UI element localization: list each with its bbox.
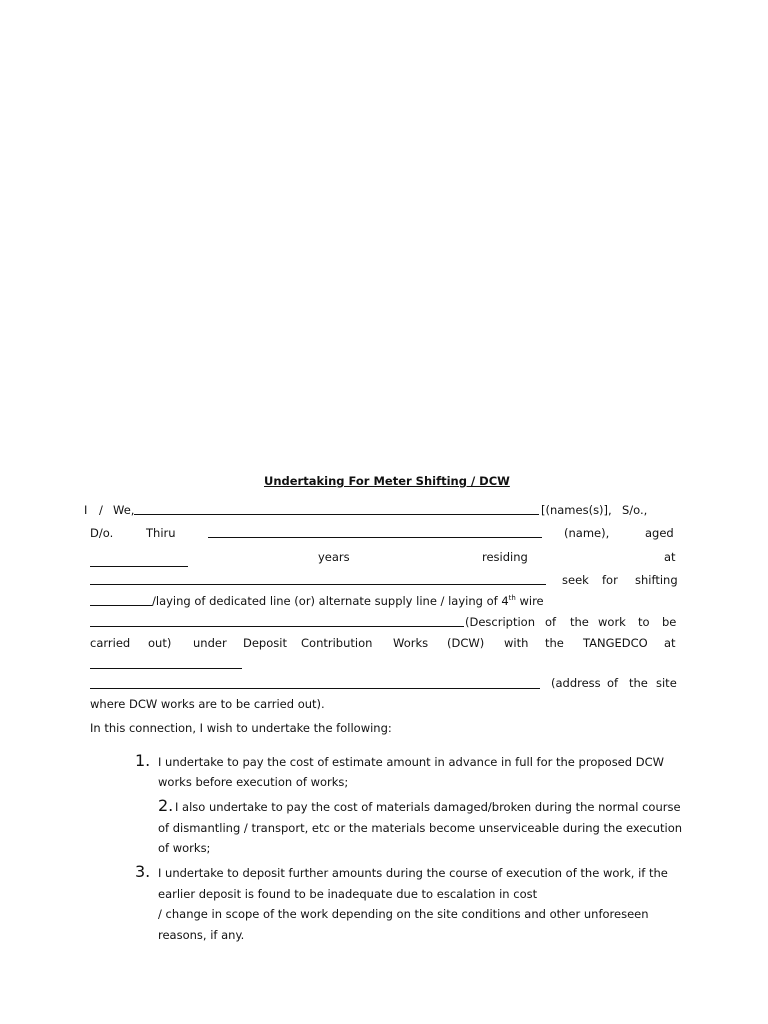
text-under: under bbox=[193, 636, 227, 650]
item-1-line-1: I undertake to pay the cost of estimate amount in advance in full for the proposed DCW bbox=[158, 755, 664, 769]
text-site: site bbox=[656, 676, 677, 690]
text-slash: / bbox=[99, 503, 103, 517]
text-residing: residing bbox=[482, 550, 528, 564]
residence-address-blank[interactable] bbox=[90, 584, 546, 585]
text-laying: /laying of dedicated line (or) alternate supply line / laying of 4 bbox=[152, 594, 509, 608]
item-3-line-1: I undertake to deposit further amounts during the course of execution of the work, if the bbox=[158, 866, 668, 880]
item-3-line-4: reasons, if any. bbox=[158, 928, 245, 942]
text-aged: aged bbox=[645, 526, 674, 540]
text-carried: carried bbox=[90, 636, 131, 650]
father-name-blank[interactable] bbox=[208, 537, 542, 538]
text-names-label: [(names(s)], bbox=[541, 503, 612, 517]
item-2-line-1: I also undertake to pay the cost of materials damaged/broken during the normal course bbox=[175, 800, 681, 814]
item-3-number: 3. bbox=[135, 862, 151, 881]
item-3-line-3: / change in scope of the work depending on the site conditions and other unforeseen bbox=[158, 907, 649, 921]
text-seek: seek bbox=[562, 573, 589, 587]
text-where-dcw: where DCW works are to be carried out). bbox=[90, 697, 325, 711]
text-description: (Description bbox=[465, 615, 535, 629]
text-do: D/o. bbox=[90, 526, 114, 540]
text-contribution: Contribution bbox=[301, 636, 373, 650]
document-title: Undertaking For Meter Shifting / DCW bbox=[264, 474, 510, 488]
text-i: I bbox=[84, 503, 88, 517]
text-to: to bbox=[638, 615, 650, 629]
item-2-number: 2. bbox=[158, 796, 174, 815]
text-with: with bbox=[504, 636, 529, 650]
text-work: work bbox=[598, 615, 626, 629]
text-years: years bbox=[318, 550, 350, 564]
site-address-blank[interactable] bbox=[90, 688, 540, 689]
text-th: th bbox=[508, 594, 516, 602]
names-blank[interactable] bbox=[134, 514, 539, 515]
text-the: the bbox=[570, 615, 589, 629]
text-at: at bbox=[664, 550, 676, 564]
text-at-2: at bbox=[664, 636, 676, 650]
text-deposit: Deposit bbox=[243, 636, 287, 650]
text-tangedco: TANGEDCO bbox=[583, 636, 648, 650]
item-1-line-2: works before execution of works; bbox=[158, 775, 349, 789]
text-works: Works bbox=[393, 636, 429, 650]
age-blank[interactable] bbox=[90, 566, 188, 567]
text-laying-line bbox=[152, 594, 544, 608]
text-so: S/o., bbox=[622, 503, 648, 517]
item-blank[interactable] bbox=[90, 605, 152, 606]
text-of: of bbox=[545, 615, 557, 629]
text-wire: wire bbox=[515, 594, 544, 608]
text-the-2: the bbox=[545, 636, 564, 650]
item-2-line-2: of dismantling / transport, etc or the materials become unserviceable during the execution bbox=[158, 821, 683, 835]
text-be: be bbox=[662, 615, 677, 629]
text-name-label: (name), bbox=[564, 526, 610, 540]
text-out: out) bbox=[148, 636, 172, 650]
item-1-number: 1. bbox=[135, 751, 151, 770]
text-of-2: of bbox=[607, 676, 619, 690]
work-description-blank[interactable] bbox=[90, 626, 464, 627]
text-thiru: Thiru bbox=[146, 526, 176, 540]
text-the-3: the bbox=[629, 676, 648, 690]
text-we: We, bbox=[113, 503, 135, 517]
item-2-line-3: of works; bbox=[158, 841, 211, 855]
location-blank[interactable] bbox=[90, 668, 242, 669]
text-shifting: shifting bbox=[635, 573, 678, 587]
text-dcw: (DCW) bbox=[447, 636, 485, 650]
intro-text: In this connection, I wish to undertake the following: bbox=[90, 721, 392, 735]
item-3-line-2: earlier deposit is found to be inadequate due to escalation in cost bbox=[158, 887, 538, 901]
text-for: for bbox=[602, 573, 618, 587]
text-address: (address bbox=[551, 676, 601, 690]
